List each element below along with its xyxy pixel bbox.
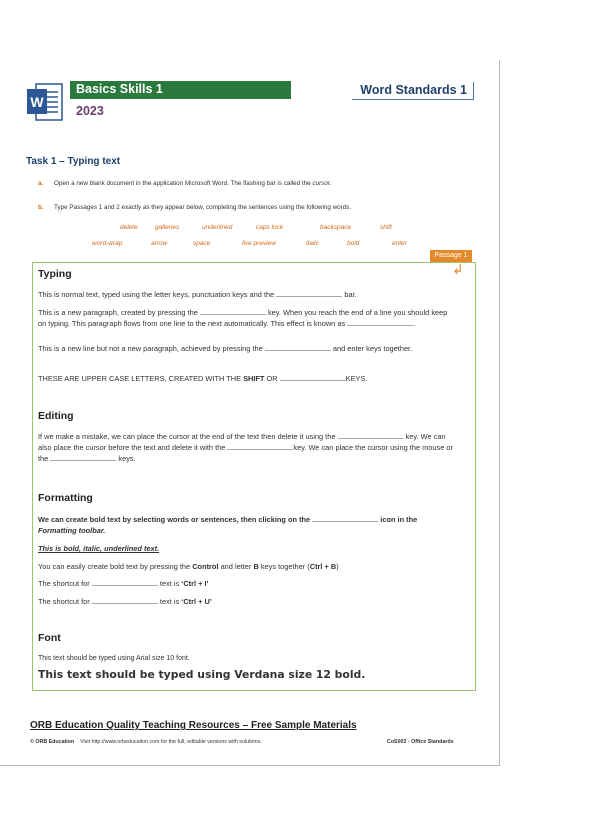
word-bank-item: arrow [151,240,168,247]
footer-code: CoS002 - Office Standards [387,739,454,745]
task-title: Task 1 – Typing text [26,156,121,167]
section-title-font: Font [38,632,61,644]
typing-paragraph-4: THESE ARE UPPER CASE LETTERS, CREATED WITH THE SHIFT OR KEYS. [38,374,368,383]
answer-blank[interactable] [347,319,413,326]
answer-blank[interactable] [50,454,116,461]
section-title-editing: Editing [38,410,74,422]
footer-title: ORB Education Quality Teaching Resources – Free Sample Materials [30,720,357,731]
word-bank-item: enter [392,240,407,247]
passage-tab: Passage 1 [430,250,472,262]
header-title: Basics Skills 1 [76,82,163,96]
word-bank-item: caps lock [256,224,284,231]
word-bank-item: underlined [202,224,233,231]
word-bank-item: bold [347,240,360,247]
instruction-b-text: Type Passages 1 and 2 exactly as they appear below, completing the sentences using the following words. [54,204,352,211]
formatting-paragraph-3: You can easily create bold text by pressing the Control and letter B keys together (Ctrl + B) [38,562,339,571]
instruction-a-italic: cursor [312,180,330,187]
header-title-bar [70,81,291,99]
answer-blank[interactable] [280,374,346,381]
header-right-box [352,82,474,100]
word-logo-icon [26,82,64,122]
formatting-paragraph-4: The shortcut for text is ‘Ctrl + I’ [38,579,209,588]
word-bank-item: space [193,240,211,247]
word-bank-item: live preview [242,240,276,247]
instruction-a-end: . [329,180,332,187]
footer-copyright: © ORB Education [30,739,75,745]
word-bank-item: backspace [320,224,352,231]
turn-arrow-icon: ↲ [452,261,464,277]
instruction-b-letter: b. [38,204,44,211]
header-year: 2023 [76,104,104,118]
instruction-a-letter: a. [38,180,44,187]
typing-paragraph-3: This is a new line but not a new paragraph, achieved by pressing the and enter keys together. [38,344,413,353]
instruction-a [38,180,332,187]
font-paragraph-1: This text should be typed using Arial size 10 font. [38,655,190,662]
word-bank-item: shift [380,224,392,231]
typing-paragraph-2: This is a new paragraph, created by pressing the key. When you reach the end of a line you should keep on typing. This paragraph flows from one line to the next automatically. This effect is known as . [38,308,448,328]
typing-paragraph-1: This is normal text, typed using the letter keys, punctuation keys and the bar. [38,290,357,299]
answer-blank[interactable] [227,443,293,450]
formatting-paragraph-2: This is bold, italic, underlined text. [38,544,160,553]
answer-blank[interactable] [276,290,342,297]
footer-line [30,739,262,745]
font-paragraph-2: This text should be typed using Verdana size 12 bold. [38,668,366,681]
word-bank-item: word-wrap [92,240,123,247]
answer-blank[interactable] [200,308,266,315]
answer-blank[interactable] [312,515,378,522]
answer-blank[interactable] [338,432,404,439]
formatting-paragraph-1: We can create bold text by selecting words or sentences, then clicking on the icon in the Formatting toolbar. [38,515,418,535]
answer-blank[interactable] [92,579,158,586]
answer-blank[interactable] [92,597,158,604]
header-right-title: Word Standards 1 [360,83,467,97]
section-title-typing: Typing [38,268,72,280]
logo-letter: W [30,94,44,110]
word-bank-item: italic [306,240,320,247]
instruction-a-text: Open a new blank document in the application Microsoft Word. The flashing bar is called the [54,180,311,187]
answer-blank[interactable] [265,344,331,351]
word-bank-item: galleries [155,224,180,231]
formatting-paragraph-5: The shortcut for text is ‘Ctrl + U’ [38,597,212,606]
instruction-b [38,204,351,211]
editing-paragraph: If we make a mistake, we can place the cursor at the end of the text then delete it using the key. We can also place the cursor before the text and delete it with the key. We can place the cursor using the mouse or the keys. [38,432,453,463]
footer-visit-link[interactable]: Visit http://www.orbeducation.com for the full, editable versions with solutions. [80,739,262,745]
section-title-formatting: Formatting [38,492,93,504]
word-bank-item: delete [120,224,138,231]
